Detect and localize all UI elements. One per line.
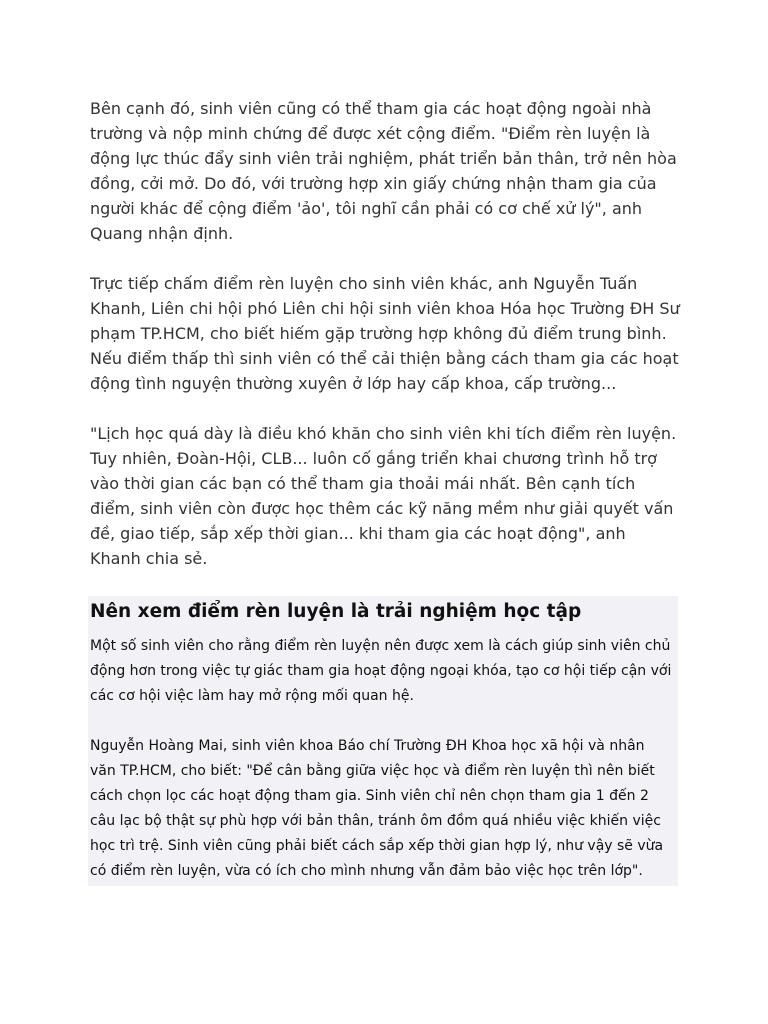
boxout-section	[88, 596, 678, 886]
boxout-title: Nên xem điểm rèn luyện là trải nghiệm học tập	[90, 601, 582, 622]
boxout-paragraph-2: Nguyễn Hoàng Mai, sinh viên khoa Báo chí Trường ĐH Khoa học xã hội và nhân văn TP.HCM, cho biết: "Để cân bằng giữa việc học và điểm rèn luyện thì nên biết cách chọn lọc các hoạt động tham gia. Sinh viên chỉ nên chọn tham gia 1 đến 2 câu lạc bộ thật sự phù hợp với bản thân, tránh ôm đồm quá nhiều việc khiến việc học trì trệ. Sinh viên cũng phải biết cách sắp xếp thời gian hợp lý, như vậy sẽ vừa có điểm rèn luyện, vừa có ích cho mình nhưng vẫn đảm bảo việc học trên lớp".	[90, 738, 664, 879]
article-paragraph-3: "Lịch học quá dày là điều khó khăn cho sinh viên khi tích điểm rèn luyện. Tuy nhiên, Đoàn-Hội, CLB... luôn cố gắng triển khai chương trình hỗ trợ vào thời gian các bạn có thể tham gia thoải mái nhất. Bên cạnh tích điểm, sinh viên còn được học thêm các kỹ năng mềm như giải quyết vấn đề, giao tiếp, sắp xếp thời gian... khi tham gia các hoạt động", anh Khanh chia sẻ.	[90, 424, 677, 568]
article-paragraph-2: Trực tiếp chấm điểm rèn luyện cho sinh viên khác, anh Nguyễn Tuấn Khanh, Liên chi hội phó Liên chi hội sinh viên khoa Hóa học Trường ĐH Sư phạm TP.HCM, cho biết hiếm gặp trường hợp không đủ điểm trung bình. Nếu điểm thấp thì sinh viên có thể cải thiện bằng cách tham gia các hoạt động tình nguyện thường xuyên ở lớp hay cấp khoa, cấp trường...	[90, 274, 680, 393]
boxout-paragraph-1: Một số sinh viên cho rằng điểm rèn luyện nên được xem là cách giúp sinh viên chủ động hơn trong việc tự giác tham gia hoạt động ngoại khóa, tạo cơ hội tiếp cận với các cơ hội việc làm hay mở rộng mối quan hệ.	[90, 638, 672, 704]
article-paragraph-1: Bên cạnh đó, sinh viên cũng có thể tham gia các hoạt động ngoài nhà trường và nộp minh chứng để được xét cộng điểm. "Điểm rèn luyện là động lực thúc đẩy sinh viên trải nghiệm, phát triển bản thân, trở nên hòa đồng, cởi mở. Do đó, với trường hợp xin giấy chứng nhận tham gia của người khác để cộng điểm 'ảo', tôi nghĩ cần phải có cơ chế xử lý", anh Quang nhận định.	[90, 99, 677, 243]
